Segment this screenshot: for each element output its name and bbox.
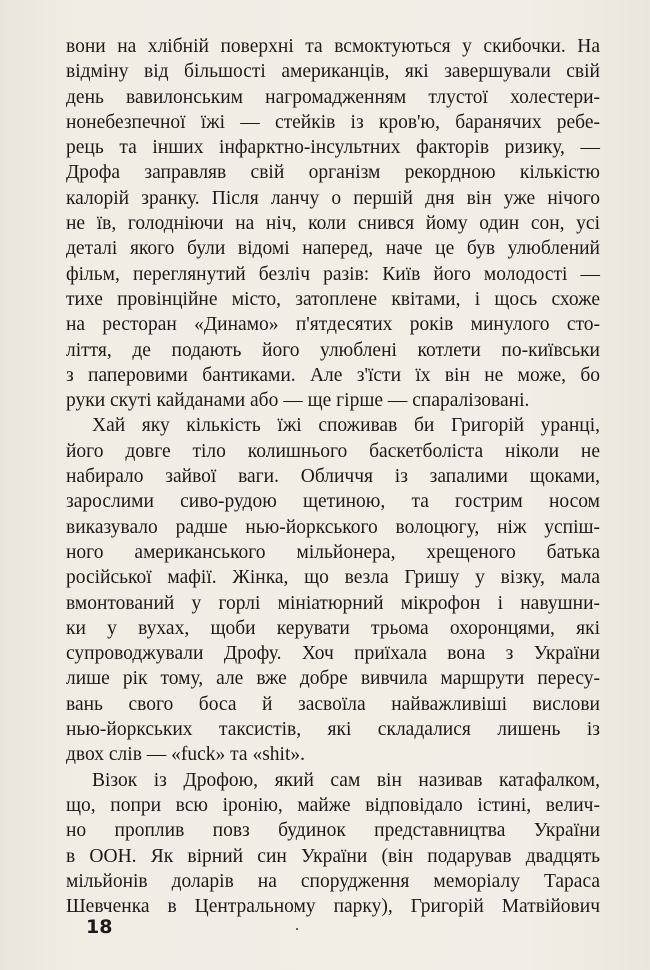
text-line: мільйонів доларів на спорудження меморіалу Тараса xyxy=(66,870,600,892)
text-line: вмонтований у горлі мініатюрний мікрофон і навушни- xyxy=(66,592,600,614)
page-number: 18 xyxy=(86,916,113,938)
text-line: лише рік тому, але вже добре вивчила маршрути пересу- xyxy=(66,668,600,690)
text-line: супроводжували Дрофу. Хоч приїхала вона з України xyxy=(66,643,600,665)
text-line: ки у вухах, щоби керувати трьома охоронцями, які xyxy=(66,617,600,639)
text-line: в ООН. Як вірний син України (він подарував двадцять xyxy=(66,845,600,867)
text-line: відміну від більшості американців, які завершували свій xyxy=(66,61,600,83)
text-line: ного американського мільйонера, хрещеного батька xyxy=(66,541,600,563)
text-line: рець та інших інфарктно-інсультних факторів ризику, — xyxy=(66,137,600,159)
text-line: но проплив повз будинок представництва України xyxy=(66,820,600,842)
text-line: вони на хлібній поверхні та всмоктуються у скибочки. На xyxy=(66,36,600,57)
text-line: що, попри всю іронію, майже відповідало істині, велич- xyxy=(66,794,600,816)
text-line: деталі якого були відомі наперед, наче це був улюблений xyxy=(66,238,600,260)
text-line: калорій зранку. Після ланчу о першій дня він уже нічого xyxy=(66,187,600,209)
paragraph-end-line: руки скуті кайданами або — ще гірше — спаралізовані. xyxy=(66,390,530,412)
paragraph-start-line: Хай яку кількість їжі споживав би Григорій уранці, xyxy=(92,415,600,437)
text-line: нонебезпечної їжі — стейків із кров'ю, баранячих ребе- xyxy=(66,111,600,133)
text-line: виказувало радше нью-йоркського волоцюгу, ніж успіш- xyxy=(66,516,600,538)
text-line: його довге тіло колишнього баскетболіста ніколи не xyxy=(66,440,600,462)
text-line: нью-йоркських таксистів, які складалися лишень із xyxy=(66,719,600,741)
text-line: фільм, переглянутий безліч разів: Київ його молодості — xyxy=(66,263,600,285)
text-line: на ресторан «Динамо» п'ятдесятих років минулого сто- xyxy=(66,314,600,336)
paragraph-end-line: двох слів — «fuck» та «shit». xyxy=(66,744,306,766)
text-line: з паперовими бантиками. Але з'їсти їх він не може, бо xyxy=(66,364,600,386)
print-speck xyxy=(296,928,298,930)
paragraph-start-line: Візок із Дрофою, який сам він називав катафалком, xyxy=(92,769,600,791)
text-line: набирало зайвої ваги. Обличчя із запалими щоками, xyxy=(66,466,600,488)
text-line: Шевченка в Центральному парку), Григорій Матвійович xyxy=(66,896,600,918)
text-line: зарослими сиво-рудою щетиною, та гострим носом xyxy=(66,491,600,513)
text-line: ліття, де подають його улюблені котлети по-київськи xyxy=(66,339,600,361)
text-line: російської мафії. Жінка, що везла Гришу у візку, мала xyxy=(66,567,600,589)
text-line: не їв, голодніючи на ніч, коли снився йому один сон, усі xyxy=(66,213,600,235)
text-line: Дрофа заправляв свій організм рекордною кількістю xyxy=(66,162,600,184)
body-text xyxy=(66,34,600,919)
text-line: тихе провінційне місто, затоплене квітами, і щось схоже xyxy=(66,288,600,310)
text-line: вань свого боса й засвоїла найважливіші вислови xyxy=(66,693,600,715)
text-line: день вавилонським нагромадженням тлустої холестери- xyxy=(66,86,600,108)
